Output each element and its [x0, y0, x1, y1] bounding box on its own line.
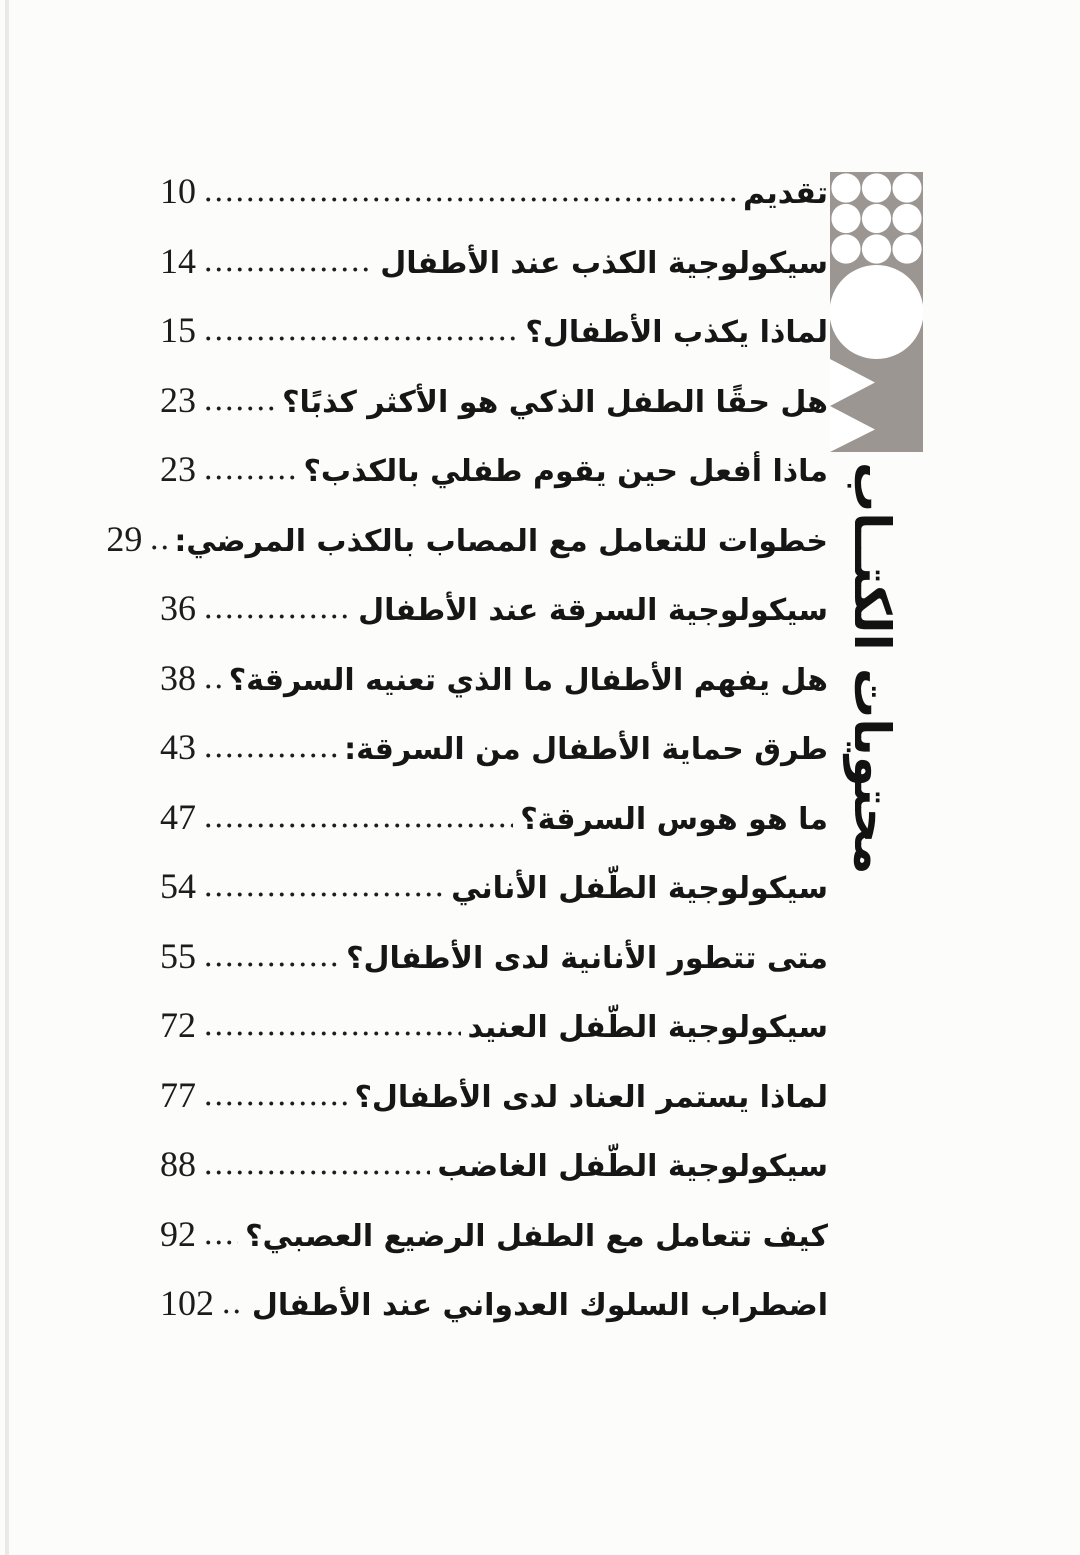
toc-entry-title: سيكولوجية الكذب عند الأطفال [380, 245, 828, 281]
publisher-watermark-calligraphy: نفهم [779, 865, 943, 1345]
toc-entry [160, 1134, 828, 1204]
dot-leader [203, 1031, 461, 1036]
toc-entry-title: سيكولوجية الطّفل الأناني [451, 871, 828, 906]
toc-entry-page-number: 55 [160, 935, 196, 976]
toc-entry-title: اضطراب السلوك العدواني عند الأطفال [251, 1288, 828, 1323]
toc-entry-title: هل يفهم الأطفال ما الذي تعنيه السرقة؟ [228, 662, 828, 698]
dot-leader [149, 545, 167, 550]
dot-leader [203, 684, 222, 689]
toc-entry [160, 717, 828, 787]
contents-vertical-title: محتويات الكتــاب [843, 462, 901, 875]
toc-entry-page-number: 36 [160, 588, 196, 628]
toc-entry [160, 995, 828, 1065]
toc-entry-title: لماذا يكذب الأطفال؟ [525, 315, 828, 350]
toc-entry-title: سيكولوجية الطّفل الغاضب [437, 1149, 828, 1184]
toc-entry [160, 370, 828, 440]
toc-entry [160, 439, 828, 509]
toc-entry [160, 161, 828, 231]
toc-entry-title: تقديم [743, 176, 828, 211]
dot-leader [203, 962, 339, 967]
toc-entry [160, 1065, 828, 1135]
toc-entry-page-number: 77 [160, 1074, 196, 1115]
toc-entry [160, 300, 828, 370]
toc-entry-title: سيكولوجية السرقة عند الأطفال [358, 593, 828, 628]
toc-entry-title: هل حقًا الطفل الذكي هو الأكثر كذبًا؟ [282, 384, 828, 420]
toc-entry-title: كيف تتعامل مع الطفل الرضيع العصبي؟ [245, 1218, 828, 1254]
toc-entry-title: خطوات للتعامل مع المصاب بالكذب المرضي: [174, 523, 828, 559]
toc-entry-page-number: 88 [160, 1144, 196, 1184]
toc-entry [160, 1273, 828, 1343]
toc-entry-title: متى تتطور الأنانية لدى الأطفال؟ [346, 940, 828, 976]
toc-entry-page-number: 38 [160, 657, 196, 698]
toc-entry [160, 787, 828, 857]
dot-leader [203, 1170, 430, 1175]
toc-entry-title: ما هو هوس السرقة؟ [520, 801, 828, 837]
toc-entry-page-number: 92 [160, 1213, 196, 1254]
toc-entry-page-number: 43 [160, 727, 196, 767]
toc-entry-page-number: 23 [160, 379, 196, 420]
toc-entry [106, 509, 828, 579]
dot-leader [203, 753, 337, 758]
toc-entry-page-number: 47 [160, 796, 196, 837]
page-edge-shadow [5, 0, 9, 1555]
dot-leader [203, 614, 351, 619]
toc-entry-page-number: 14 [160, 240, 196, 281]
toc-entry-title: لماذا يستمر العناد لدى الأطفال؟ [354, 1079, 828, 1115]
toc-entry-title: سيكولوجية الطّفل العنيد [467, 1010, 828, 1045]
toc-entry [160, 648, 828, 718]
dot-leader [221, 1309, 245, 1314]
dot-leader [203, 823, 513, 828]
toc-entry-page-number: 10 [160, 171, 196, 211]
dot-leader [203, 475, 297, 480]
dot-leader [203, 892, 444, 897]
toc-entry-page-number: 72 [160, 1005, 196, 1045]
dot-leader [203, 267, 373, 272]
toc-entry-page-number: 102 [160, 1283, 214, 1323]
toc-entry-page-number: 15 [160, 310, 196, 350]
toc-entry [160, 1204, 828, 1274]
toc-entry [160, 231, 828, 301]
toc-entry-page-number: 54 [160, 866, 196, 906]
toc-entry-page-number: 29 [106, 518, 143, 559]
toc-entry-title: ماذا أفعل حين يقوم طفلي بالكذب؟ [303, 454, 828, 489]
table-of-contents [106, 161, 828, 1343]
toc-entry [160, 856, 828, 926]
toc-entry-page-number: 23 [160, 449, 196, 489]
dot-leader [203, 197, 736, 202]
dot-leader [203, 336, 518, 341]
dot-leader [203, 1240, 238, 1245]
toc-entry [160, 926, 828, 996]
dot-leader [203, 406, 275, 411]
circles-ornament-icon [830, 172, 923, 452]
toc-entry [160, 578, 828, 648]
dot-leader [203, 1101, 347, 1106]
toc-entry-title: طرق حماية الأطفال من السرقة: [344, 732, 828, 767]
